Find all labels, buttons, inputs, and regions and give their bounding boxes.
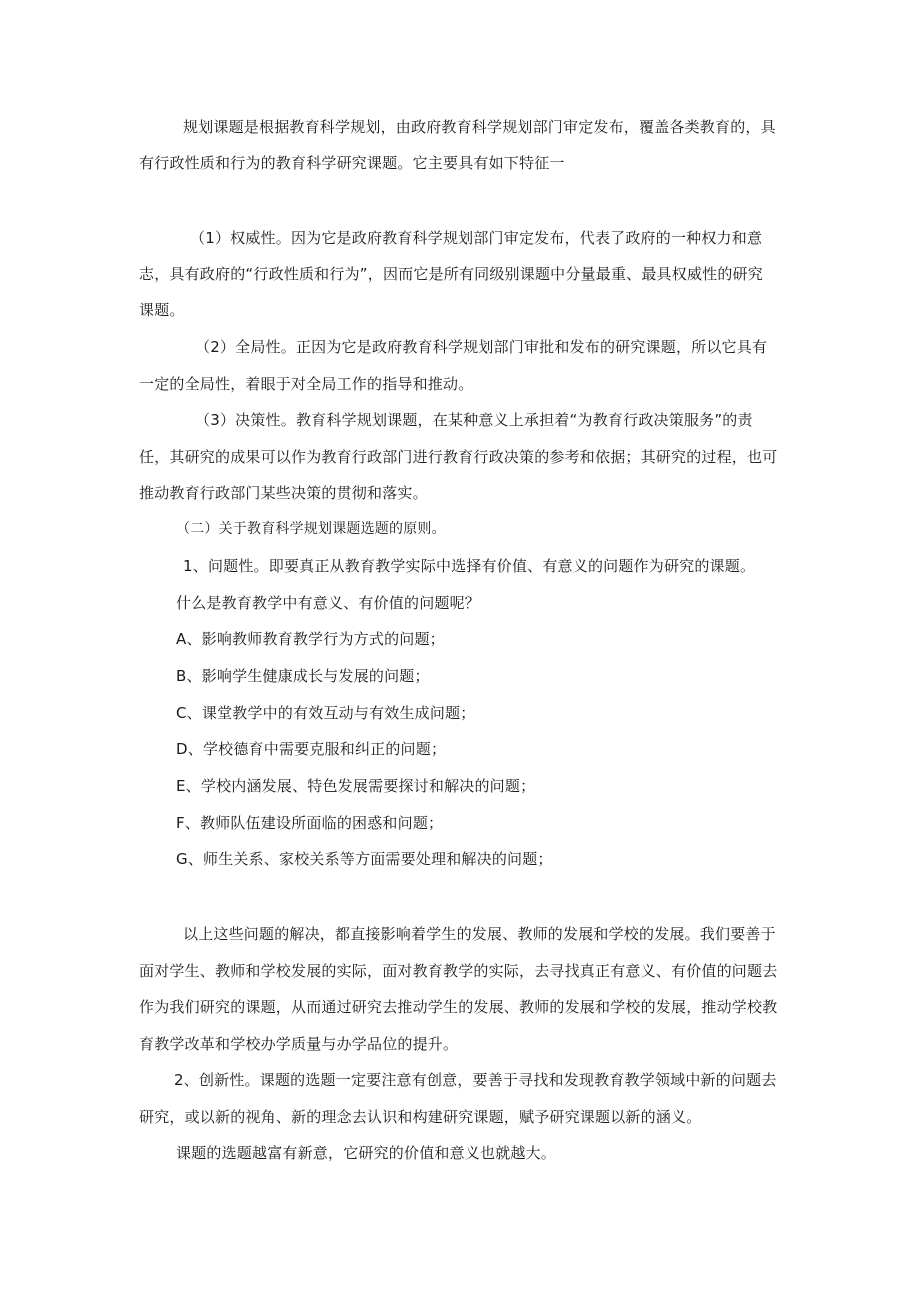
conclusion-line-2: 面对学生、教师和学校发展的实际，面对教育教学的实际，去寻找真正有意义、有价值的问题去 [139, 962, 778, 980]
list-item-b: B、影响学生健康成长与发展的问题； [176, 667, 430, 685]
list-item-d: D、学校德育中需要克服和纠正的问题； [176, 740, 447, 758]
feature-3-line-2: 任，其研究的成果可以作为教育行政部门进行教育行政决策的参考和依据；其研究的过程，也可 [139, 448, 778, 466]
list-item-c: C、课堂教学中的有效互动与有效生成问题； [176, 704, 476, 722]
list-item-f: F、教师队伍建设所面临的困惑和问题； [176, 814, 444, 832]
list-item-a: A、影响教师教育教学行为方式的问题； [176, 630, 445, 648]
list-item-e: E、学校内涵发展、特色发展需要探讨和解决的问题； [176, 777, 536, 795]
intro-line-1: 规划课题是根据教育科学规划，由政府教育科学规划部门审定发布，覆盖各类教育的，具 [183, 118, 776, 136]
feature-3-line-3: 推动教育行政部门某些决策的贯彻和落实。 [139, 484, 428, 502]
feature-1-line-2: 志，具有政府的“行政性质和行为”，因而它是所有同级别课题中分量最重、最具权威性的研究 [139, 265, 763, 283]
closing-line: 课题的选题越富有新意，它研究的价值和意义也就越大。 [176, 1144, 557, 1162]
principle-2-line-2: 研究，或以新的视角、新的理念去认识和构建研究课题，赋予研究课题以新的涵义。 [139, 1108, 702, 1126]
conclusion-line-4: 育教学改革和学校办学质量与办学品位的提升。 [139, 1035, 459, 1053]
intro-line-2: 有行政性质和行为的教育科学研究课题。它主要具有如下特征一 [139, 154, 565, 172]
feature-2-line-2: 一定的全局性，着眼于对全局工作的指导和推动。 [139, 375, 474, 393]
feature-1-line-3: 课题。 [139, 301, 185, 319]
feature-3-line-1: （3）决策性。教育科学规划课题，在某种意义上承担着“为教育行政决策服务”的责 [195, 411, 753, 429]
conclusion-line-3: 作为我们研究的课题，从而通过研究去推动学生的发展、教师的发展和学校的发展，推动学校教 [139, 998, 778, 1016]
principle-1: 1、问题性。即要真正从教育教学实际中选择有价值、有意义的问题作为研究的课题。 [183, 557, 756, 575]
conclusion-line-1: 以上这些问题的解决，都直接影响着学生的发展、教师的发展和学校的发展。我们要善于 [183, 925, 776, 943]
feature-1-line-1: （1）权威性。因为它是政府教育科学规划部门审定发布，代表了政府的一种权力和意 [190, 229, 763, 247]
question: 什么是教育教学中有意义、有价值的问题呢？ [176, 594, 481, 612]
feature-2-line-1: （2）全局性。正因为它是政府教育科学规划部门审批和发布的研究课题，所以它具有 [195, 338, 768, 356]
section-heading: （二）关于教育科学规划课题选题的原则。 [176, 521, 446, 537]
list-item-g: G、师生关系、家校关系等方面需要处理和解决的问题； [176, 850, 553, 868]
principle-2-line-1: 2、创新性。课题的选题一定要注意有创意，要善于寻找和发现教育教学领域中新的问题去 [174, 1071, 777, 1089]
